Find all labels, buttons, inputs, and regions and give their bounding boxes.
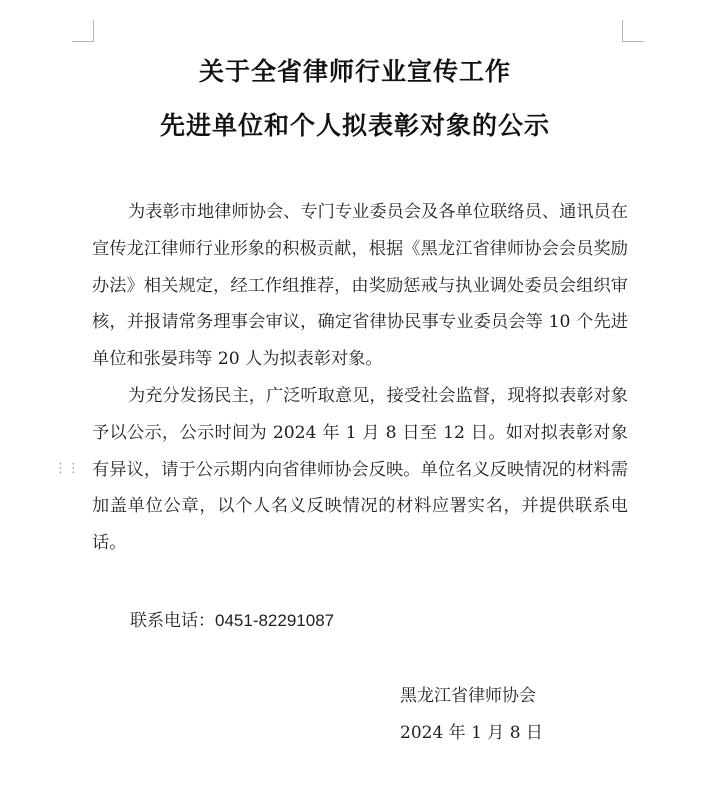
signature-date: 2024 年 1 月 8 日 [400, 723, 543, 743]
title-line-2: 先进单位和个人拟表彰对象的公示 [159, 111, 550, 140]
drag-handle-icon[interactable]: ⋮⋮ [54, 461, 80, 476]
contact-label: 联系电话： [130, 611, 215, 631]
crop-mark-top-right [622, 20, 644, 42]
contact-phone: 0451-82291087 [215, 611, 335, 630]
crop-mark-top-left [72, 20, 94, 42]
paragraph-2: 为充分发扬民主，广泛听取意见，接受社会监督，现将拟表彰对象予以公示，公示时间为 2024 年 1 月 8 日至 12 日。如对拟表彰对象有异议，请于公示期内向省律师协会反映。单位名义反映情况的材料需加盖单位公章，以个人名义反映情况的材料应署实名，并提供联系电话。 [92, 386, 628, 554]
contact-line [130, 608, 334, 634]
title-line-1: 关于全省律师行业宣传工作 [198, 57, 511, 86]
signature-organization: 黑龙江省律师协会 [400, 686, 536, 706]
paragraph-1: 为表彰市地律师协会、专门专业委员会及各单位联络员、通讯员在宣传龙江律师行业形象的积极贡献，根据《黑龙江省律师协会会员奖励办法》相关规定，经工作组推荐，由奖励惩戒与执业调处委员会组织审核，并报请常务理事会审议，确定省律协民事专业委员会等 10 个先进单位和张晏玮等 20 人为拟表彰对象。 [92, 202, 628, 370]
